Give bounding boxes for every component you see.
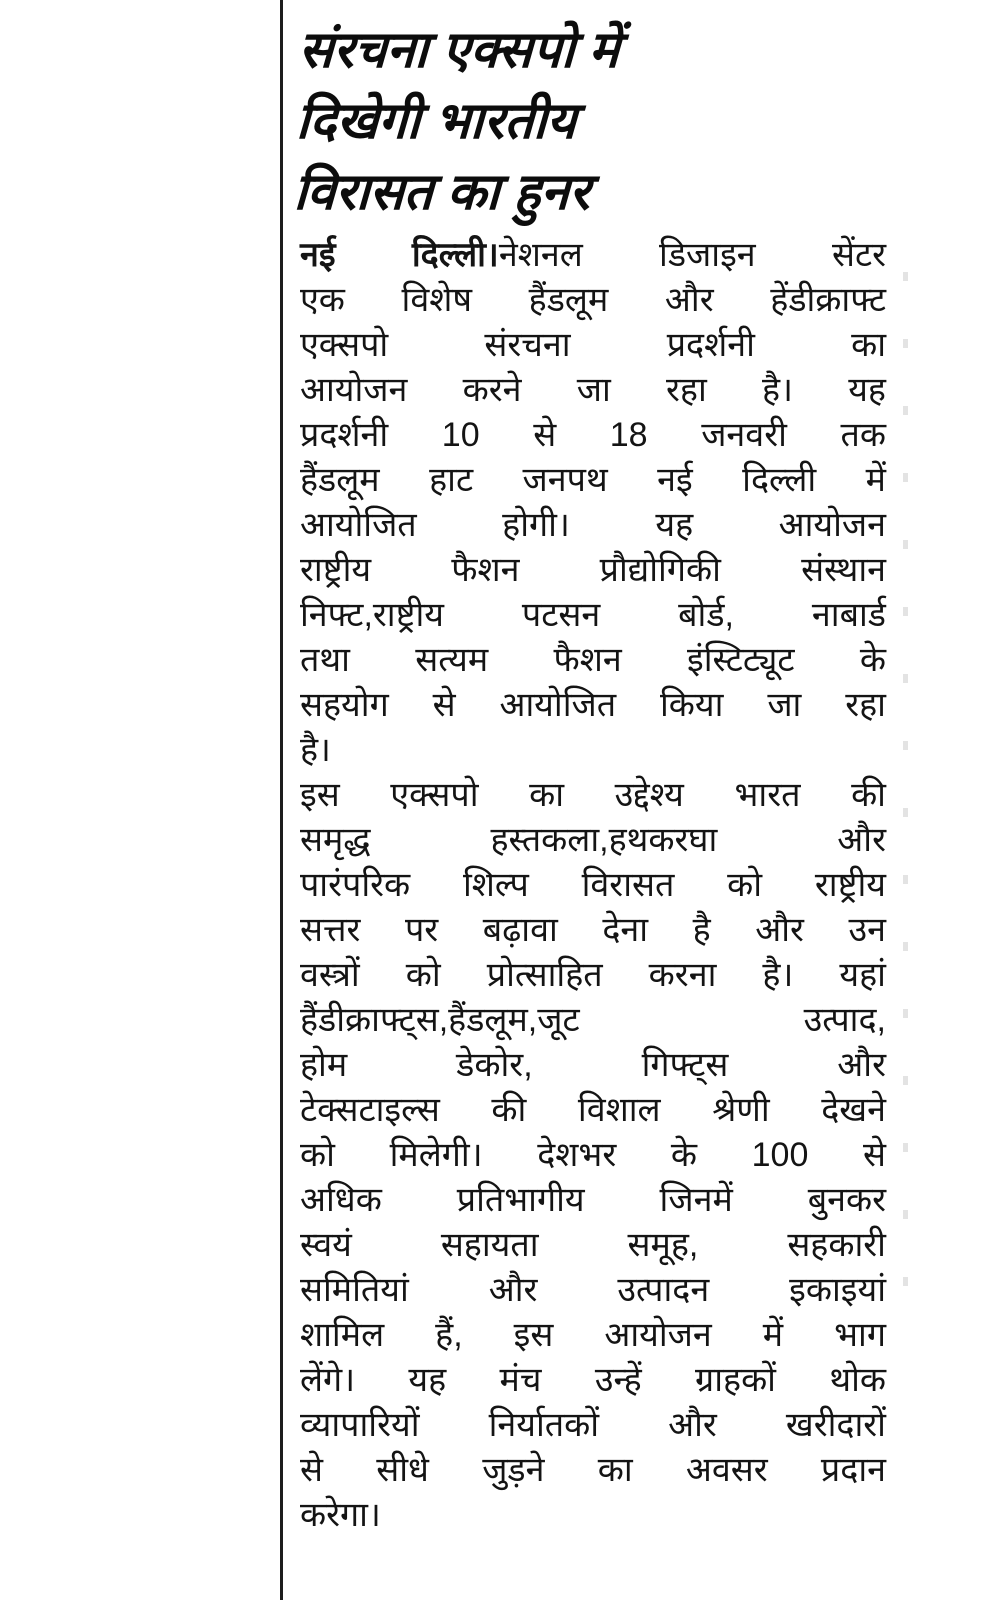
article-line: एक विशेष हैंडलूम और हेंडीक्राफ्ट bbox=[300, 281, 886, 319]
article-line: आयोजन करने जा रहा है। यह bbox=[300, 371, 886, 409]
article-line: तथा सत्यम फैशन इंस्टिट्यूट के bbox=[300, 641, 886, 679]
article-line: टेक्सटाइल्स की विशाल श्रेणी देखने bbox=[300, 1091, 886, 1129]
lead-text: नेशनल डिजाइन सेंटर bbox=[498, 236, 886, 274]
article-line: राष्ट्रीय फैशन प्रौद्योगिकी संस्थान bbox=[300, 551, 886, 589]
article-line: होम डेकोर, गिफ्ट्स और bbox=[300, 1046, 886, 1084]
article-line: स्वयं सहायता समूह, सहकारी bbox=[300, 1226, 886, 1264]
paragraph-1 bbox=[300, 278, 886, 773]
article-line: निफ्ट,राष्ट्रीय पटसन बोर्ड, नाबार्ड bbox=[300, 596, 886, 634]
article-line: करेगा। bbox=[300, 1496, 381, 1534]
article-line: इस एक्सपो का उद्देश्य भारत की bbox=[300, 776, 886, 814]
headline-line: विरासत का हुनर bbox=[292, 163, 591, 220]
article-line: समृद्ध हस्तकला,हथकरघा और bbox=[300, 821, 886, 859]
column-divider-rule bbox=[280, 0, 283, 1600]
article-line: अधिक प्रतिभागीय जिनमें बुनकर bbox=[300, 1181, 886, 1219]
article-line: सत्तर पर बढ़ावा देना है और उन bbox=[300, 911, 886, 949]
article-line: सहयोग से आयोजित किया जा रहा bbox=[300, 686, 886, 724]
article-line: व्यापारियों निर्यातकों और खरीदारों bbox=[300, 1406, 886, 1444]
headline-line: संरचना एक्सपो में bbox=[297, 21, 621, 78]
article-line: से सीधे जुड़ने का अवसर प्रदान bbox=[300, 1451, 886, 1489]
article-line: आयोजित होगी। यह आयोजन bbox=[300, 506, 886, 544]
paragraph-2 bbox=[300, 773, 886, 1538]
article-line: एक्सपो संरचना प्रदर्शनी का bbox=[300, 326, 886, 364]
article-line: पारंपरिक शिल्प विरासत को राष्ट्रीय bbox=[300, 866, 886, 904]
lead-line bbox=[300, 233, 886, 278]
print-bleed-marks bbox=[903, 272, 908, 1312]
article-line: शामिल हैं, इस आयोजन में भाग bbox=[300, 1316, 886, 1354]
article-line: वस्त्रों को प्रोत्साहित करना है। यहां bbox=[300, 956, 886, 994]
article-line: है। bbox=[300, 731, 331, 769]
article-body bbox=[300, 233, 886, 1538]
article-line: हैंडलूम हाट जनपथ नई दिल्ली में bbox=[300, 461, 886, 499]
article-line: समितियां और उत्पादन इकाइयां bbox=[300, 1271, 886, 1309]
headline-line: दिखेगी भारतीय bbox=[295, 92, 578, 149]
article-line: लेंगे। यह मंच उन्हें ग्राहकों थोक bbox=[300, 1361, 886, 1399]
news-article bbox=[292, 14, 886, 1538]
article-line: हैंडीक्राफ्ट्स,हैंडलूम,जूट उत्पाद, bbox=[300, 1001, 886, 1039]
article-headline bbox=[293, 14, 886, 227]
article-line: को मिलेगी। देशभर के 100 से bbox=[300, 1136, 886, 1174]
article-line: प्रदर्शनी 10 से 18 जनवरी तक bbox=[300, 416, 886, 454]
dateline: नई दिल्ली। bbox=[300, 236, 499, 274]
